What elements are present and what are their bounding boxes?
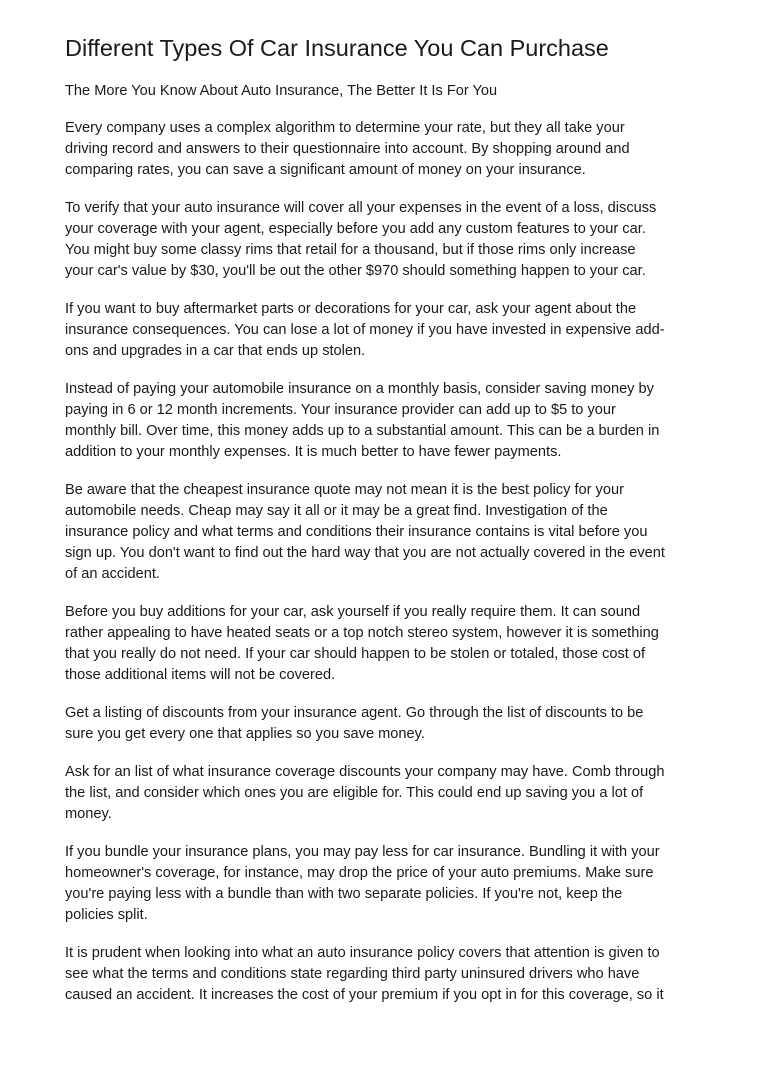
paragraph-line: your coverage with your agent, especially before you add any custom features to your car.	[65, 221, 646, 237]
document-page	[65, 33, 715, 1023]
paragraph-line: To verify that your auto insurance will cover all your expenses in the event of a loss, discuss	[65, 200, 657, 216]
paragraph-line: Instead of paying your automobile insurance on a monthly basis, consider saving money by	[65, 381, 654, 397]
paragraph-line: automobile needs. Cheap may say it all or it may be a great find. Investigation of the	[65, 503, 608, 519]
paragraph-line: homeowner's coverage, for instance, may drop the price of your auto premiums. Make sure	[65, 865, 654, 881]
paragraph-line: addition to your monthly expenses. It is much better to have fewer payments.	[65, 444, 562, 460]
paragraph-line: Ask for an list of what insurance coverage discounts your company may have. Comb through	[65, 764, 665, 780]
page-title: Different Types Of Car Insurance You Can Purchase	[65, 35, 609, 61]
paragraph	[65, 703, 715, 745]
paragraph	[65, 198, 715, 282]
paragraph-line: those additional items will not be covered.	[65, 667, 336, 683]
body-text	[65, 118, 715, 1006]
paragraph	[65, 299, 715, 362]
paragraph-line: insurance consequences. You can lose a lot of money if you have invested in expensive add-	[65, 322, 665, 338]
paragraph-line: insurance policy and what terms and conditions their insurance contains is vital before you	[65, 524, 648, 540]
paragraph-line: that you really do not need. If your car should happen to be stolen or totaled, those cost of	[65, 646, 646, 662]
paragraph	[65, 762, 715, 825]
paragraph-line: sure you get every one that applies so you save money.	[65, 726, 425, 742]
paragraph-line: policies split.	[65, 907, 148, 923]
paragraph-line: ons and upgrades in a car that ends up stolen.	[65, 343, 366, 359]
paragraph-line: Be aware that the cheapest insurance quote may not mean it is the best policy for your	[65, 482, 624, 498]
paragraph-line: If you want to buy aftermarket parts or decorations for your car, ask your agent about the	[65, 301, 637, 317]
paragraph	[65, 480, 715, 585]
paragraph-line: you're paying less with a bundle than with two separate policies. If you're not, keep the	[65, 886, 623, 902]
paragraph	[65, 118, 715, 181]
paragraph	[65, 842, 715, 926]
paragraph-line: Before you buy additions for your car, ask yourself if you really require them. It can sound	[65, 604, 641, 620]
paragraph-line: rather appealing to have heated seats or a top notch stereo system, however it is something	[65, 625, 659, 641]
paragraph-line: monthly bill. Over time, this money adds up to a substantial amount. This can be a burden in	[65, 423, 660, 439]
paragraph-line: Get a listing of discounts from your insurance agent. Go through the list of discounts to be	[65, 705, 644, 721]
paragraph-line: see what the terms and conditions state regarding third party uninsured drivers who have	[65, 966, 640, 982]
paragraph-line: money.	[65, 806, 112, 822]
paragraph-line: You might buy some classy rims that retail for a thousand, but if those rims only increase	[65, 242, 636, 258]
paragraph	[65, 943, 715, 1006]
paragraph-line: your car's value by $30, you'll be out the other $970 should something happen to your car.	[65, 263, 646, 279]
paragraph-line: paying in 6 or 12 month increments. Your insurance provider can add up to $5 to your	[65, 402, 616, 418]
paragraph-line: Every company uses a complex algorithm to determine your rate, but they all take your	[65, 120, 625, 136]
paragraph-line: If you bundle your insurance plans, you may pay less for car insurance. Bundling it with your	[65, 844, 660, 860]
paragraph-line: driving record and answers to their questionnaire into account. By shopping around and	[65, 141, 630, 157]
paragraph-line: sign up. You don't want to find out the hard way that you are not actually covered in the event	[65, 545, 665, 561]
paragraph-line: the list, and consider which ones you are eligible for. This could end up saving you a lot of	[65, 785, 644, 801]
paragraph-line: of an accident.	[65, 566, 160, 582]
paragraph-line: It is prudent when looking into what an auto insurance policy covers that attention is given to	[65, 945, 660, 961]
paragraph	[65, 379, 715, 463]
paragraph-line: comparing rates, you can save a significant amount of money on your insurance.	[65, 162, 586, 178]
paragraph	[65, 602, 715, 686]
page-subtitle: The More You Know About Auto Insurance, The Better It Is For You	[65, 83, 498, 99]
paragraph-line: caused an accident. It increases the cost of your premium if you opt in for this coverage, so it	[65, 987, 664, 1003]
